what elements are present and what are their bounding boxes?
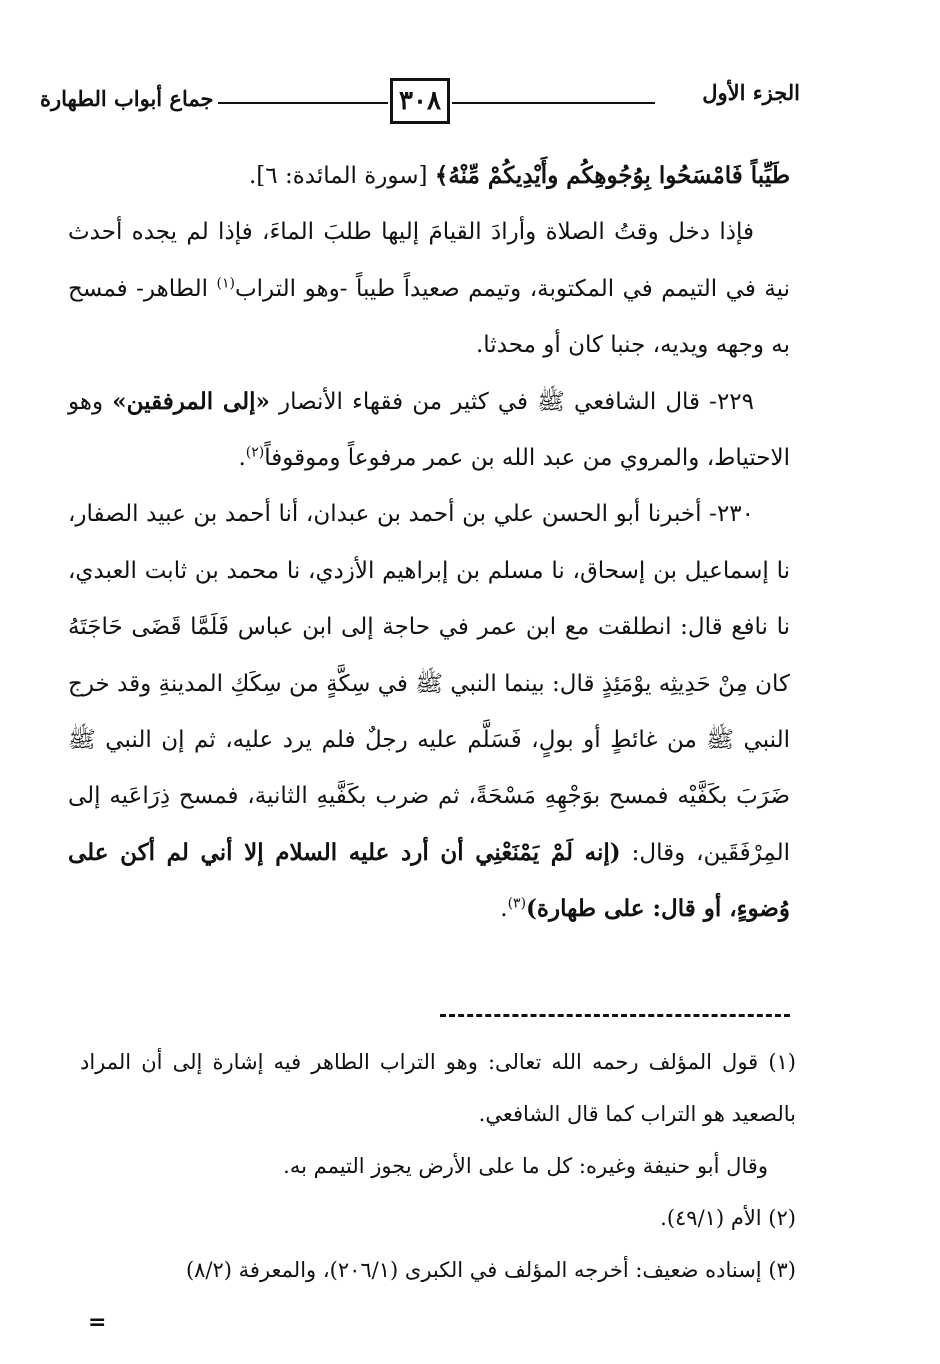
header-chapter-title: جماع أبواب الطهارة [40,86,214,111]
footnote-2: (٢) الأم (٤٩/١). [660,1206,796,1230]
footnote-3: (٣) إسناده ضعيف: أخرجه المؤلف في الكبرى (٢٠٦/١)، والمعرفة (٨/٢) [185,1258,796,1282]
paragraph-text: ٢٣٠- أخبرنا أبو الحسن علي بن أحمد بن عبدان، أنا أحمد بن عبيد الصفار، نا إسماعيل بن إسحاق، نا مسلم بن إبراهيم الأزدي، نا محمد بن ثابت العبدي، نا نافع قال: انطلقت مع ابن عمر في حاجة إلى ابن عباس فَلَمَّا قَضَى حَاجَتَهُ كان مِنْ حَدِيثِه يوْمَئِذٍ قال: بينما النبي ﷺ في سِكَّةٍ من سِكَكِ المدينةِ وقد خرج النبي ﷺ من غائطٍ أو بولٍ، فَسَلَّم عليه رجلٌ فلم يرد عليه، ثم إن النبي ﷺ ضَرَبَ بكَفَّيْه فمسح بوَجْهِهِ مَسْحَةً، ثم ضرب بكَفَّيهِ الثانية، فمسح ذِرَاعَيه إلى المِرْفَقَين، وقال: [68,501,790,866]
footnote-marker-2: (٢) [245,444,265,461]
continuation-mark: = [88,1310,107,1335]
paragraph-text: ٢٢٩- قال الشافعي ﷺ في كثير من فقهاء الأنصار [269,388,754,415]
quran-verse: طَيِّباً فَامْسَحُوا بِوُجُوهِكُم وأَيْدِيكُمْ مِّنْهُ﴾ [434,162,790,189]
main-text [68,148,790,938]
paragraph-quran-verse [68,148,790,204]
header-part-title: الجزء الأول [702,80,800,105]
paragraph-text: الطاهر- فمسح به وجهه ويديه، جنبا كان أو محدثا. [68,275,790,359]
page-number: ٣٠٨ [399,86,441,116]
hadith-quote: (إنه لَمْ يَمْنَعْنِي أن أرد عليه السلام إلا أني لم أكن على وُضوءٍ، أو قال: على طهارة) [68,838,790,923]
footnote-1-continued: وقال أبو حنيفة وغيره: كل ما على الأرض يجوز التيمم به. [283,1154,768,1178]
footnote-separator [440,1014,790,1017]
paragraph-text: فإذا دخل وقتُ الصلاة وأرادَ القيامَ إليها طلبَ الماءَ، فإذا لم يجده أحدث نية في التيمم في المكتوبة، وتيمم صعيداً طيباً -وهو التراب [68,219,790,302]
punctuation: . [500,896,508,923]
header-rule-left [218,102,388,104]
header-rule-right [452,102,655,104]
paragraph-tayammum [68,204,790,373]
footnote-1: (١) قول المؤلف رحمه الله تعالى: وهو التراب الطاهر فيه إشارة إلى أن المراد بالصعيد هو التراب كما قال الشافعي. [80,1050,796,1126]
footnote-marker-3: (٣) [507,895,527,912]
bold-phrase: «إلى المرفقين» [112,387,270,415]
footnotes [80,1036,796,1296]
punctuation: . [238,445,246,472]
page-header [40,70,800,130]
surah-reference: [سورة المائدة: ٦]. [248,163,435,189]
footnote-marker-1: (١) [216,275,235,292]
paragraph-text: وهو الاحتياط، والمروي من عبد الله بن عمر مرفوعاً وموقوفاً [68,388,790,472]
paragraph-229 [68,374,790,487]
page-number-box [390,78,450,124]
paragraph-230 [68,486,790,937]
